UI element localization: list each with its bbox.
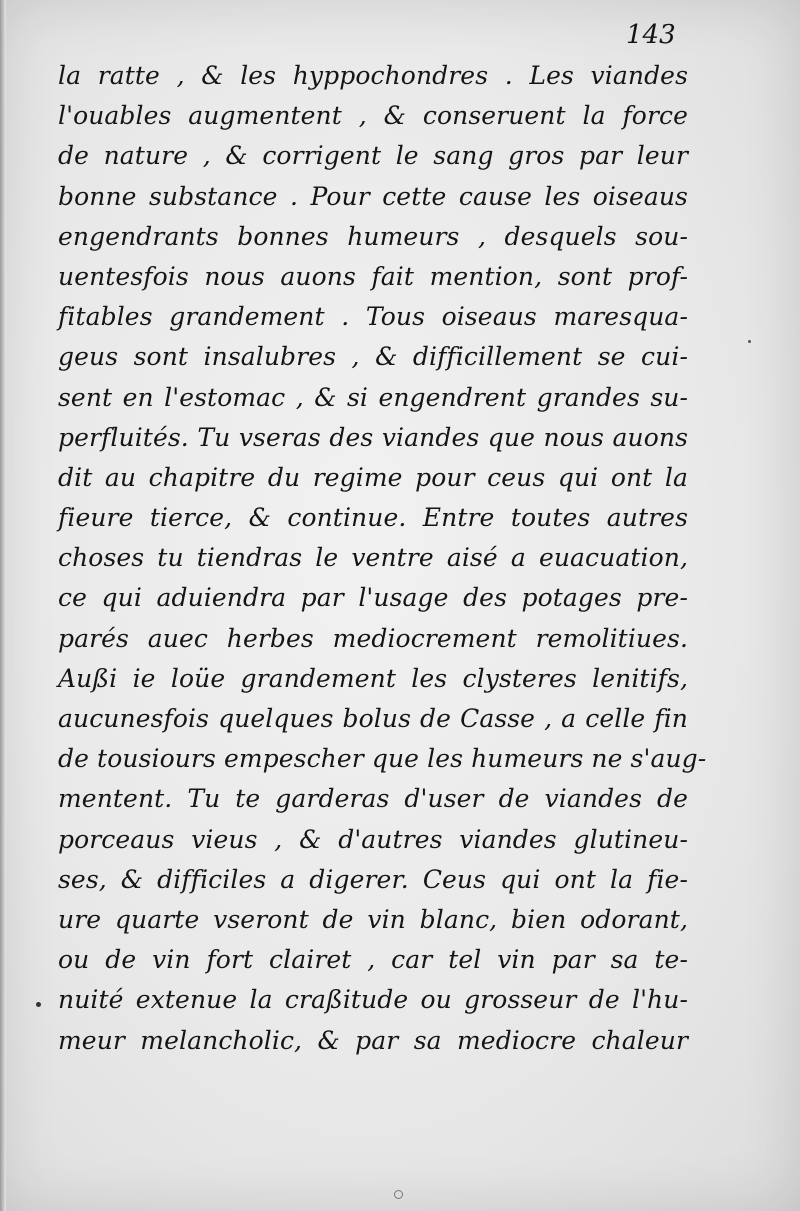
page-gutter-shadow [0,0,6,1211]
text-line: de nature , & corrigent le sang gros par leur [58,141,688,171]
text-line: sent en l'estomac , & si engendrent grandes su- [58,382,688,412]
text-line: parés auec herbes mediocrement remolitiues. [58,623,688,653]
page-number: 143 [626,20,676,50]
margin-speck-mark [748,340,751,343]
text-line: mentent. Tu te garderas d'user de viandes de [58,784,688,814]
text-line: uentesfois nous auons fait mention, sont prof- [58,261,688,291]
text-line: Außi ie loüe grandement les clysteres lenitifs, [58,663,688,693]
text-line: ure quarte vseront de vin blanc, bien odorant, [58,904,688,934]
text-line: perfluités. Tu vseras des viandes que nous auons [58,422,688,452]
text-line: fieure tierce, & continue. Entre toutes autres [58,503,688,533]
body-text [58,56,707,1061]
text-line: nuité extenue la craßitude ou grosseur de l'hu- [58,985,688,1015]
text-line: dit au chapitre du regime pour ceus qui ont la [58,462,688,492]
text-line: fitables grandement . Tous oiseaus maresqua- [58,302,688,332]
text-line: la ratte , & les hyppochondres . Les viandes [58,61,688,90]
margin-dot-mark [36,1002,41,1007]
text-line: ou de vin fort clairet , car tel vin par sa te- [58,945,688,975]
text-line: aucunesfois quelques bolus de Casse , a celle fin [58,704,688,733]
foot-ring-mark [394,1190,403,1199]
text-line: porceaus vieus , & d'autres viandes glutineu- [58,824,688,854]
text-line: meur melancholic, & par sa mediocre chaleur [58,1025,688,1055]
text-line: l'ouables augmentent , & conseruent la force [58,101,688,131]
text-line: ses, & difficiles a digerer. Ceus qui ont la fie- [58,864,688,894]
text-line: ce qui aduiendra par l'usage des potages pre- [58,583,688,613]
text-line: choses tu tiendras le ventre aisé a euacuation, [58,543,688,573]
text-line: bonne substance . Pour cette cause les oiseaus [58,181,688,211]
text-line: geus sont insalubres , & difficillement se cui- [58,342,688,372]
text-line: de tousiours empescher que les humeurs ne s'aug- [58,744,707,774]
text-line: engendrants bonnes humeurs , desquels sou- [58,221,688,251]
